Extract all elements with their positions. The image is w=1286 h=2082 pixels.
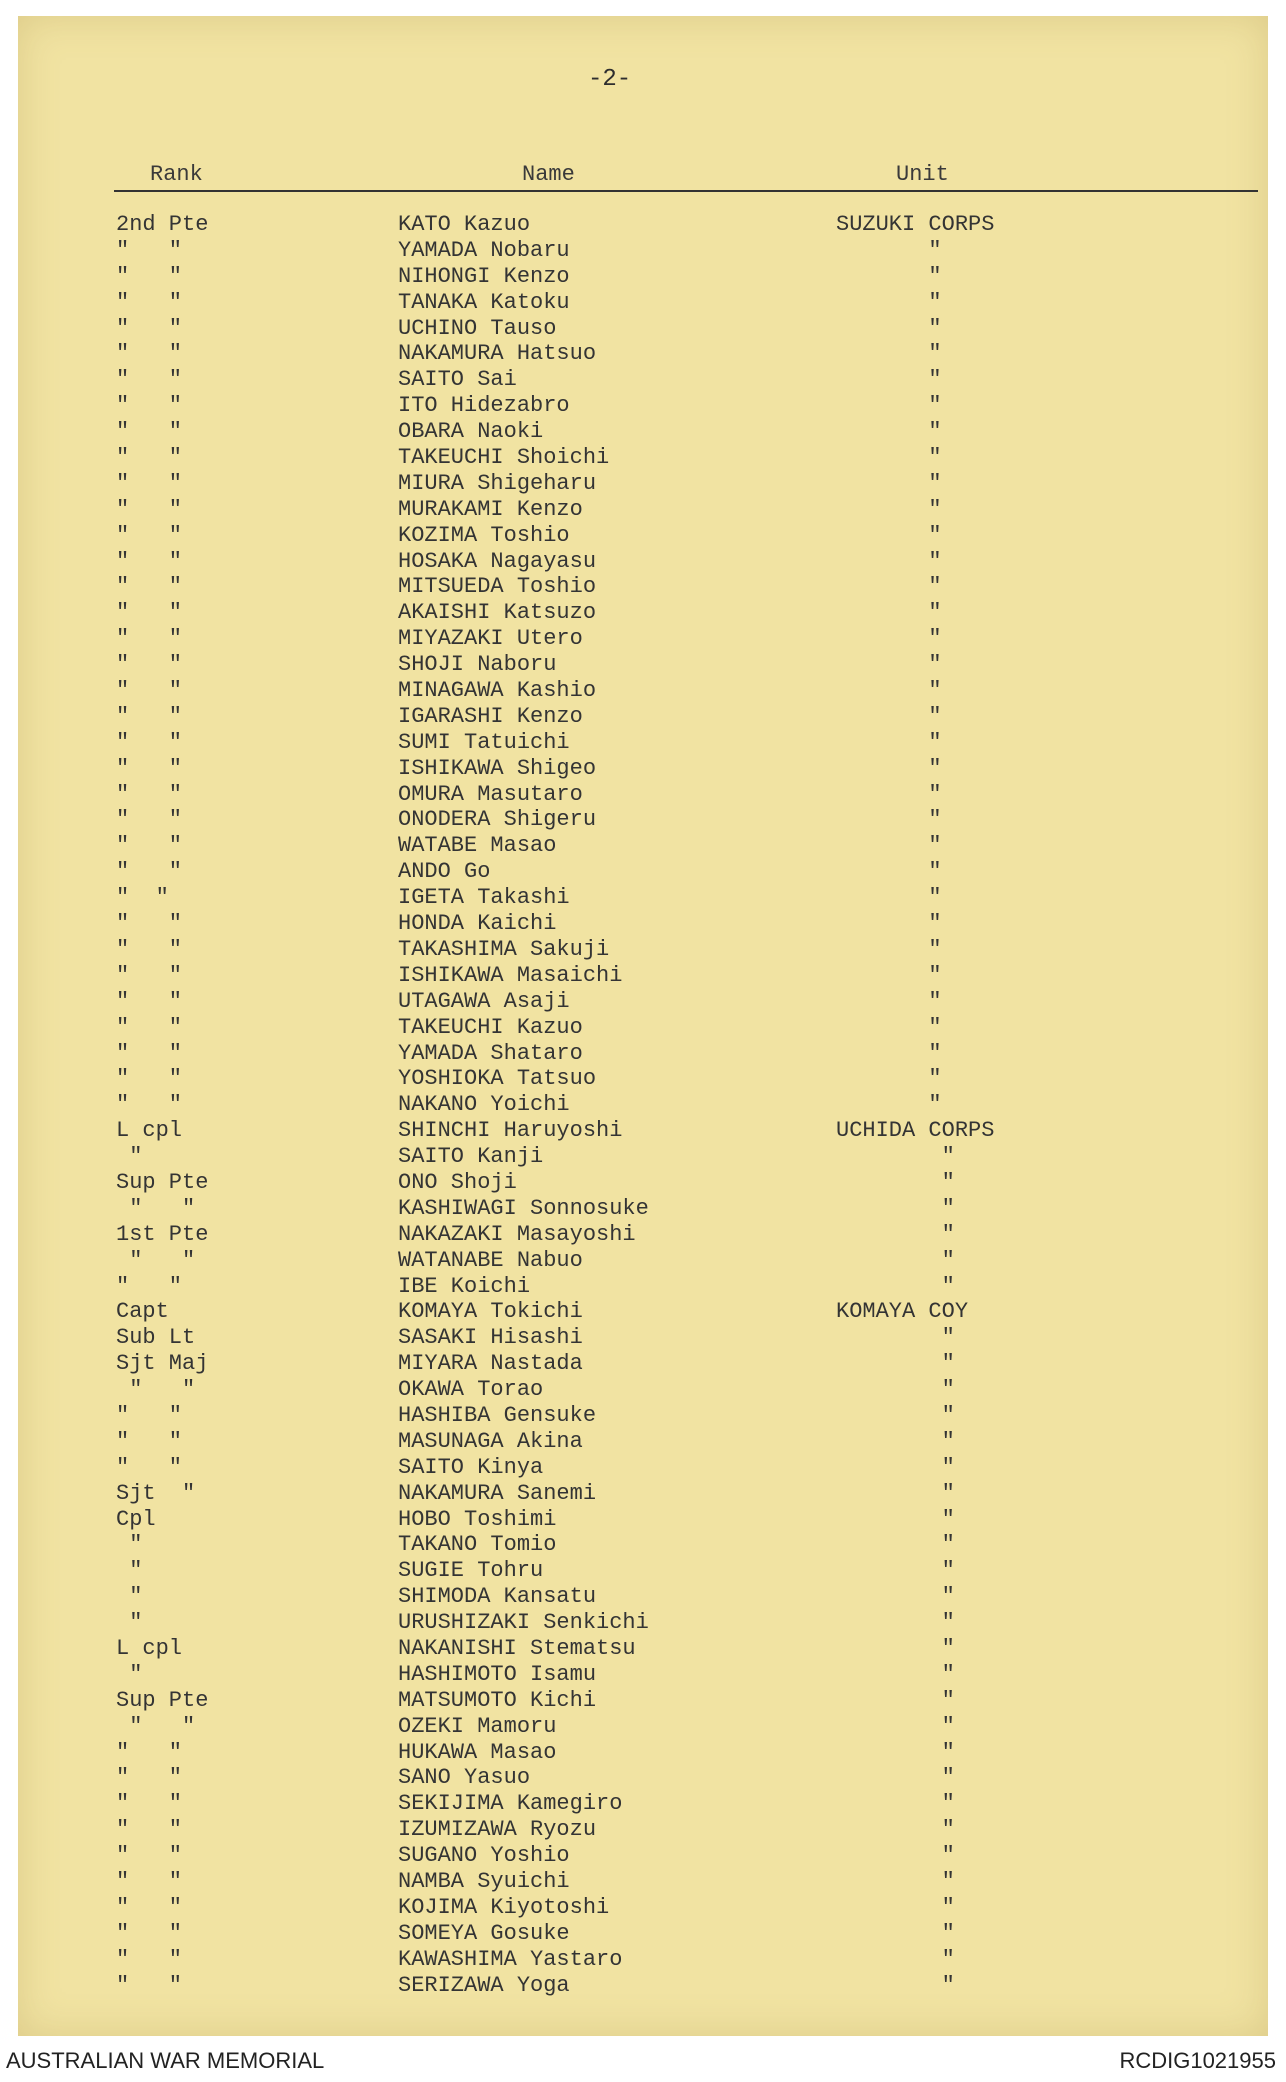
- row-rank: " ": [116, 445, 183, 471]
- table-row: [18, 756, 1268, 782]
- row-name: HUKAWA Masao: [398, 1739, 557, 1765]
- row-name: YAMADA Nobaru: [398, 237, 570, 263]
- row-name: IGETA Takashi: [398, 885, 570, 911]
- row-unit: ": [836, 522, 942, 548]
- row-rank: Sup Pte: [116, 1687, 209, 1713]
- row-unit: ": [836, 1610, 955, 1636]
- row-rank: Sup Pte: [116, 1169, 209, 1195]
- row-unit: ": [836, 1765, 955, 1791]
- row-rank: " ": [116, 1195, 196, 1221]
- row-unit: ": [836, 496, 942, 522]
- row-unit: ": [836, 911, 942, 937]
- row-name: SUGANO Yoshio: [398, 1843, 570, 1869]
- table-row: [18, 367, 1268, 393]
- row-rank: " ": [116, 1247, 196, 1273]
- table-row: [18, 1299, 1268, 1325]
- row-rank: " ": [116, 1014, 183, 1040]
- row-rank: " ": [116, 1739, 183, 1765]
- table-row: [18, 341, 1268, 367]
- column-headers: [18, 162, 1268, 192]
- row-name: NIHONGI Kenzo: [398, 263, 570, 289]
- row-name: KOMAYA Tokichi: [398, 1299, 583, 1325]
- row-unit: ": [836, 729, 942, 755]
- table-row: [18, 885, 1268, 911]
- row-unit: ": [836, 1584, 955, 1610]
- row-unit: ": [836, 263, 942, 289]
- row-unit: ": [836, 1040, 942, 1066]
- row-unit: ": [836, 1843, 955, 1869]
- row-unit: ": [836, 1169, 955, 1195]
- row-unit: ": [836, 1325, 955, 1351]
- row-name: YAMADA Shataro: [398, 1040, 583, 1066]
- table-row: [18, 1351, 1268, 1377]
- row-unit: ": [836, 315, 942, 341]
- row-name: WATANABE Nabuo: [398, 1247, 583, 1273]
- row-rank: " ": [116, 522, 183, 548]
- table-row: [18, 1921, 1268, 1947]
- row-rank: " ": [116, 1972, 183, 1998]
- row-rank: " ": [116, 1946, 183, 1972]
- row-rank: " ": [116, 1273, 183, 1299]
- table-row: [18, 678, 1268, 704]
- table-row: [18, 1662, 1268, 1688]
- table-row: [18, 1170, 1268, 1196]
- row-rank: " ": [116, 1092, 183, 1118]
- row-unit: ": [836, 289, 942, 315]
- table-row: [18, 523, 1268, 549]
- row-name: KATO Kazuo: [398, 212, 531, 237]
- row-name: UTAGAWA Asaji: [398, 988, 570, 1014]
- table-row: [18, 1325, 1268, 1351]
- row-rank: " ": [116, 626, 183, 652]
- table-row: [18, 1015, 1268, 1041]
- table-row: [18, 316, 1268, 342]
- row-unit: KOMAYA COY: [836, 1299, 969, 1325]
- row-rank: L cpl: [116, 1118, 183, 1144]
- table-row: [18, 419, 1268, 445]
- row-rank: " ": [116, 1454, 183, 1480]
- row-rank: ": [116, 1584, 143, 1610]
- table-row: [18, 1092, 1268, 1118]
- row-name: NAKANO Yoichi: [398, 1092, 570, 1118]
- row-name: ISHIKAWA Shigeo: [398, 755, 597, 781]
- table-row: [18, 989, 1268, 1015]
- row-unit: ": [836, 470, 942, 496]
- row-name: ONO Shoji: [398, 1169, 517, 1195]
- row-unit: ": [836, 600, 942, 626]
- table-row: [18, 1196, 1268, 1222]
- table-row: [18, 1118, 1268, 1144]
- row-rank: " ": [116, 781, 183, 807]
- row-rank: " ": [116, 419, 183, 445]
- table-row: [18, 1558, 1268, 1584]
- row-rank: " ": [116, 470, 183, 496]
- row-name: NAKAZAKI Masayoshi: [398, 1221, 636, 1247]
- row-unit: ": [836, 988, 942, 1014]
- row-unit: ": [836, 1351, 955, 1377]
- row-name: IGARASHI Kenzo: [398, 703, 583, 729]
- row-unit: ": [836, 1428, 955, 1454]
- table-row: [18, 1429, 1268, 1455]
- row-unit: ": [836, 1092, 942, 1118]
- table-row: [18, 1895, 1268, 1921]
- row-name: SAITO Kinya: [398, 1454, 544, 1480]
- row-unit: ": [836, 1066, 942, 1092]
- row-name: ONODERA Shigeru: [398, 807, 597, 833]
- table-row: [18, 1455, 1268, 1481]
- row-rank: Capt: [116, 1299, 169, 1325]
- row-unit: ": [836, 626, 942, 652]
- row-rank: " ": [116, 859, 183, 885]
- row-rank: " ": [116, 1713, 196, 1739]
- row-rank: " ": [116, 315, 183, 341]
- row-rank: " ": [116, 548, 183, 574]
- row-name: SHINCHI Haruyoshi: [398, 1118, 623, 1144]
- row-rank: " ": [116, 600, 183, 626]
- table-row: [18, 1532, 1268, 1558]
- table-row: [18, 290, 1268, 316]
- row-unit: ": [836, 833, 942, 859]
- row-unit: ": [836, 419, 942, 445]
- table-row: [18, 1610, 1268, 1636]
- row-unit: ": [836, 1402, 955, 1428]
- table-row: [18, 1843, 1268, 1869]
- row-rank: " ": [116, 1402, 183, 1428]
- row-name: IZUMIZAWA Ryozu: [398, 1817, 597, 1843]
- table-row: [18, 1636, 1268, 1662]
- table-row: [18, 1973, 1268, 1999]
- row-rank: " ": [116, 289, 183, 315]
- row-unit: ": [836, 885, 942, 911]
- table-row: [18, 1222, 1268, 1248]
- row-unit: ": [836, 859, 942, 885]
- row-unit: ": [836, 678, 942, 704]
- table-row: [18, 1584, 1268, 1610]
- row-rank: " ": [116, 1817, 183, 1843]
- table-row: [18, 911, 1268, 937]
- table-row: [18, 833, 1268, 859]
- row-rank: " ": [116, 1920, 183, 1946]
- row-rank: 2nd Pte: [116, 212, 209, 237]
- row-name: OMURA Masutaro: [398, 781, 583, 807]
- row-name: TAKASHIMA Sakuji: [398, 936, 610, 962]
- row-unit: ": [836, 1273, 955, 1299]
- row-rank: " ": [116, 1428, 183, 1454]
- row-name: HOBO Toshimi: [398, 1506, 557, 1532]
- row-unit: ": [836, 703, 942, 729]
- row-unit: ": [836, 1635, 955, 1661]
- table-row: [18, 549, 1268, 575]
- row-name: MASUNAGA Akina: [398, 1428, 583, 1454]
- table-row: [18, 1869, 1268, 1895]
- row-name: HONDA Kaichi: [398, 911, 557, 937]
- header-name: Name: [522, 162, 575, 187]
- row-rank: " ": [116, 703, 183, 729]
- row-name: KAWASHIMA Yastaro: [398, 1946, 623, 1972]
- table-row: [18, 1507, 1268, 1533]
- table-row: [18, 626, 1268, 652]
- header-rule: [114, 190, 1258, 192]
- row-name: SHOJI Naboru: [398, 652, 557, 678]
- row-name: YOSHIOKA Tatsuo: [398, 1066, 597, 1092]
- row-unit: ": [836, 652, 942, 678]
- row-name: HASHIMOTO Isamu: [398, 1661, 597, 1687]
- row-unit: ": [836, 393, 942, 419]
- row-rank: " ": [116, 833, 183, 859]
- row-rank: " ": [116, 652, 183, 678]
- row-unit: ": [836, 1247, 955, 1273]
- row-name: SUMI Tatuichi: [398, 729, 570, 755]
- row-name: ITO Hidezabro: [398, 393, 570, 419]
- table-row: [18, 1377, 1268, 1403]
- table-row: [18, 1066, 1268, 1092]
- row-unit: ": [836, 1144, 955, 1170]
- row-name: KASHIWAGI Sonnosuke: [398, 1195, 649, 1221]
- row-name: NAKANISHI Stematsu: [398, 1635, 636, 1661]
- entries-list: [18, 212, 1268, 1998]
- row-unit: ": [836, 1014, 942, 1040]
- row-name: SASAKI Hisashi: [398, 1325, 583, 1351]
- row-rank: " ": [116, 1765, 183, 1791]
- row-name: MITSUEDA Toshio: [398, 574, 597, 600]
- row-name: TAKANO Tomio: [398, 1532, 557, 1558]
- header-unit: Unit: [896, 162, 949, 187]
- row-name: ISHIKAWA Masaichi: [398, 962, 623, 988]
- row-rank: Sjt ": [116, 1480, 196, 1506]
- row-unit: ": [836, 1661, 955, 1687]
- row-name: KOZIMA Toshio: [398, 522, 570, 548]
- row-unit: SUZUKI CORPS: [836, 212, 995, 237]
- row-unit: ": [836, 1454, 955, 1480]
- row-name: TANAKA Katoku: [398, 289, 570, 315]
- row-unit: ": [836, 1791, 955, 1817]
- row-unit: ": [836, 341, 942, 367]
- row-name: WATABE Masao: [398, 833, 557, 859]
- row-unit: ": [836, 1480, 955, 1506]
- row-name: UCHINO Tauso: [398, 315, 557, 341]
- footer-id: RCDIG1021955: [1119, 2048, 1276, 2073]
- table-row: [18, 963, 1268, 989]
- table-row: [18, 445, 1268, 471]
- row-name: HOSAKA Nagayasu: [398, 548, 597, 574]
- row-name: NAKAMURA Hatsuo: [398, 341, 597, 367]
- row-rank: ": [116, 1558, 143, 1584]
- row-rank: " ": [116, 1040, 183, 1066]
- row-unit: ": [836, 1532, 955, 1558]
- row-rank: Sjt Maj: [116, 1351, 209, 1377]
- row-name: SUGIE Tohru: [398, 1558, 544, 1584]
- row-rank: " ": [116, 936, 183, 962]
- row-rank: " ": [116, 341, 183, 367]
- row-name: OKAWA Torao: [398, 1377, 544, 1403]
- row-name: URUSHIZAKI Senkichi: [398, 1610, 649, 1636]
- row-rank: 1st Pte: [116, 1221, 209, 1247]
- page-number: -2-: [588, 66, 632, 93]
- table-row: [18, 1688, 1268, 1714]
- row-rank: L cpl: [116, 1635, 183, 1661]
- row-unit: ": [836, 367, 942, 393]
- row-rank: " ": [116, 678, 183, 704]
- row-name: SOMEYA Gosuke: [398, 1920, 570, 1946]
- row-unit: ": [836, 1221, 955, 1247]
- table-row: [18, 1248, 1268, 1274]
- row-unit: ": [836, 548, 942, 574]
- row-rank: " ": [116, 496, 183, 522]
- row-rank: " ": [116, 263, 183, 289]
- table-row: [18, 1791, 1268, 1817]
- row-name: SAITO Sai: [398, 367, 517, 393]
- row-name: SHIMODA Kansatu: [398, 1584, 597, 1610]
- table-row: [18, 1481, 1268, 1507]
- row-rank: ": [116, 1144, 143, 1170]
- row-rank: " ": [116, 1791, 183, 1817]
- table-row: [18, 1765, 1268, 1791]
- row-name: MATSUMOTO Kichi: [398, 1687, 597, 1713]
- row-unit: ": [836, 755, 942, 781]
- row-name: SEKIJIMA Kamegiro: [398, 1791, 623, 1817]
- row-unit: UCHIDA CORPS: [836, 1118, 995, 1144]
- table-row: [18, 1144, 1268, 1170]
- table-row: [18, 1817, 1268, 1843]
- header-rank: Rank: [150, 162, 203, 187]
- table-row: [18, 212, 1268, 238]
- footer-credit: AUSTRALIAN WAR MEMORIAL: [6, 2048, 325, 2073]
- row-unit: ": [836, 1817, 955, 1843]
- row-rank: " ": [116, 237, 183, 263]
- row-unit: ": [836, 1558, 955, 1584]
- row-rank: " ": [116, 367, 183, 393]
- row-unit: ": [836, 1195, 955, 1221]
- table-row: [18, 807, 1268, 833]
- row-unit: ": [836, 1920, 955, 1946]
- row-rank: " ": [116, 988, 183, 1014]
- row-name: MIYAZAKI Utero: [398, 626, 583, 652]
- table-row: [18, 471, 1268, 497]
- row-rank: " ": [116, 1894, 183, 1920]
- row-rank: " ": [116, 1843, 183, 1869]
- row-unit: ": [836, 237, 942, 263]
- table-row: [18, 1274, 1268, 1300]
- table-row: [18, 652, 1268, 678]
- table-row: [18, 782, 1268, 808]
- row-name: NAMBA Syuichi: [398, 1869, 570, 1894]
- row-unit: ": [836, 1946, 955, 1972]
- row-rank: " ": [116, 1066, 183, 1092]
- row-name: TAKEUCHI Kazuo: [398, 1014, 583, 1040]
- row-name: AKAISHI Katsuzo: [398, 600, 597, 626]
- row-rank: " ": [116, 1869, 183, 1894]
- row-unit: ": [836, 1869, 955, 1894]
- table-row: [18, 393, 1268, 419]
- row-unit: ": [836, 1739, 955, 1765]
- table-row: [18, 704, 1268, 730]
- row-unit: ": [836, 1713, 955, 1739]
- row-rank: " ": [116, 729, 183, 755]
- row-name: MIURA Shigeharu: [398, 470, 597, 496]
- row-rank: ": [116, 1610, 143, 1636]
- row-name: TAKEUCHI Shoichi: [398, 445, 610, 471]
- row-name: HASHIBA Gensuke: [398, 1402, 597, 1428]
- row-name: MIYARA Nastada: [398, 1351, 583, 1377]
- row-unit: ": [836, 936, 942, 962]
- table-row: [18, 574, 1268, 600]
- row-rank: " ": [116, 962, 183, 988]
- row-name: MINAGAWA Kashio: [398, 678, 597, 704]
- row-name: KOJIMA Kiyotoshi: [398, 1894, 610, 1920]
- table-row: [18, 264, 1268, 290]
- table-row: [18, 859, 1268, 885]
- row-unit: ": [836, 962, 942, 988]
- row-unit: ": [836, 807, 942, 833]
- table-row: [18, 1041, 1268, 1067]
- row-rank: " ": [116, 911, 183, 937]
- row-unit: ": [836, 445, 942, 471]
- table-row: [18, 1740, 1268, 1766]
- row-unit: ": [836, 1506, 955, 1532]
- table-row: [18, 1403, 1268, 1429]
- row-rank: " ": [116, 807, 183, 833]
- row-name: IBE Koichi: [398, 1273, 531, 1299]
- row-unit: ": [836, 1687, 955, 1713]
- row-name: SANO Yasuo: [398, 1765, 531, 1791]
- row-name: OBARA Naoki: [398, 419, 544, 445]
- row-rank: " ": [116, 393, 183, 419]
- table-row: [18, 1714, 1268, 1740]
- row-rank: " ": [116, 885, 169, 911]
- row-name: SAITO Kanji: [398, 1144, 544, 1170]
- row-rank: ": [116, 1661, 143, 1687]
- row-rank: Cpl: [116, 1506, 156, 1532]
- table-row: [18, 238, 1268, 264]
- row-rank: ": [116, 1532, 143, 1558]
- table-row: [18, 600, 1268, 626]
- row-rank: " ": [116, 1377, 196, 1403]
- table-row: [18, 937, 1268, 963]
- table-row: [18, 730, 1268, 756]
- row-unit: ": [836, 1894, 955, 1920]
- row-name: NAKAMURA Sanemi: [398, 1480, 597, 1506]
- row-rank: " ": [116, 574, 183, 600]
- row-unit: ": [836, 574, 942, 600]
- table-row: [18, 1947, 1268, 1973]
- row-name: MURAKAMI Kenzo: [398, 496, 583, 522]
- table-row: [18, 497, 1268, 523]
- document-page: [18, 16, 1268, 2036]
- row-name: ANDO Go: [398, 859, 491, 885]
- row-unit: ": [836, 781, 942, 807]
- row-unit: ": [836, 1377, 955, 1403]
- row-name: OZEKI Mamoru: [398, 1713, 557, 1739]
- row-rank: " ": [116, 755, 183, 781]
- row-rank: Sub Lt: [116, 1325, 196, 1351]
- row-unit: ": [836, 1972, 955, 1998]
- row-name: SERIZAWA Yoga: [398, 1972, 570, 1998]
